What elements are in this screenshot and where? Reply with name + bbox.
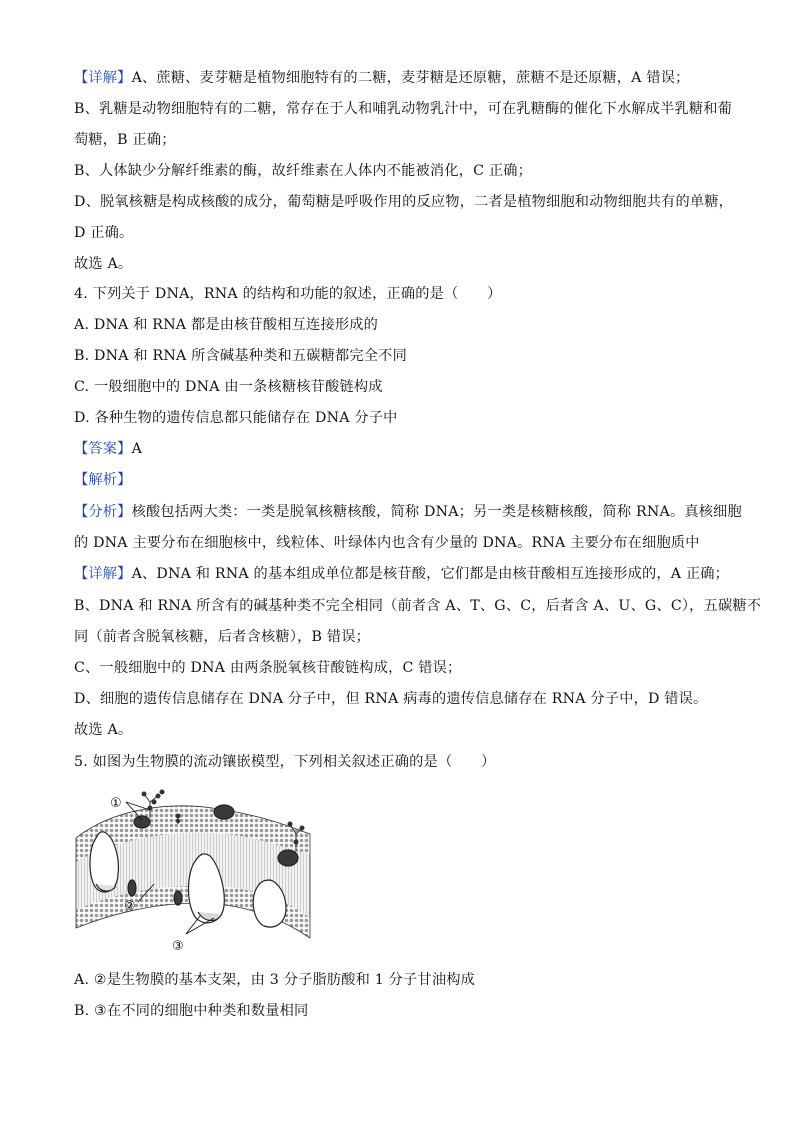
section-tag: 【答案】 [74,441,132,457]
line-text: B、人体缺少分解纤维素的酶，故纤维素在人体内不能被消化，C 正确； [74,163,533,179]
text-line [74,502,742,522]
callout-label-3: ③ [172,939,184,954]
line-text: A. ②是生物膜的基本支架，由 3 分子脂肪酸和 1 分子甘油构成 [74,972,475,988]
text-line [74,315,734,335]
text-line [74,564,734,584]
line-text: D. 各种生物的遗传信息都只能储存在 DNA 分子中 [74,410,398,426]
text-line [74,689,734,709]
line-text: 核酸包括两大类：一类是脱氧核糖核酸，简称 DNA；另一类是核糖核酸，简称 RNA。真核细胞 [131,504,742,520]
text-line [74,627,734,647]
section-tag: 【详解】 [74,70,132,86]
text-line [74,408,734,428]
text-line [74,752,734,772]
text-line [74,284,734,304]
text-line [74,1001,734,1021]
section-tag: 【解析】 [74,472,132,488]
text-line [74,254,734,274]
line-text: A、蔗糖、麦芽糖是植物细胞特有的二糖，麦芽糖是还原糖，蔗糖不是还原糖，A 错误； [131,70,690,86]
line-text: 5. 如图为生物膜的流动镶嵌模型，下列相关叙述正确的是（ ） [74,754,496,770]
line-text: A. DNA 和 RNA 都是由核苷酸相互连接形成的 [74,317,378,333]
text-line [74,439,734,459]
line-text: 4. 下列关于 DNA，RNA 的结构和功能的叙述，正确的是（ ） [74,286,502,302]
text-line [74,130,734,150]
line-text: 的 DNA 主要分布在细胞核中，线粒体、叶绿体内也含有少量的 DNA。RNA 主要分布在细胞质中 [74,535,700,551]
line-text: D 正确。 [74,225,134,241]
line-text: B. DNA 和 RNA 所含碱基种类和五碳糖都完全不同 [74,348,407,364]
text-line [74,720,734,740]
line-text: 故选 A。 [74,722,133,738]
line-text: B、乳糖是动物细胞特有的二糖，常存在于人和哺乳动物乳汁中，可在乳糖酶的催化下水解成半乳糖和葡 [74,101,733,117]
section-tag: 【分析】 [74,504,132,520]
line-text: B、DNA 和 RNA 所含有的碱基种类不完全相同（前者含 A、T、G、C，后者含 A、U、G、C），五碳糖不 [74,598,762,614]
line-text: 故选 A。 [74,256,133,272]
text-line [74,658,734,678]
section-tag: 【详解】 [74,566,132,582]
text-line [74,596,762,616]
callout-label-2: ② [124,899,136,914]
membrane-model-figure [74,788,314,958]
line-text: A [131,441,143,457]
text-line [74,68,734,88]
text-line [74,161,734,181]
text-line [74,470,734,490]
line-text: D、细胞的遗传信息储存在 DNA 分子中，但 RNA 病毒的遗传信息储存在 RNA 分子中，D 错误。 [74,691,708,707]
line-text: C. 一般细胞中的 DNA 由一条核糖核苷酸链构成 [74,379,383,395]
line-text: B. ③在不同的细胞中种类和数量相同 [74,1003,309,1019]
line-text: C、一般细胞中的 DNA 由两条脱氧核苷酸链构成，C 错误； [74,660,462,676]
text-line [74,377,734,397]
text-line [74,533,734,553]
callout-label-1: ① [110,796,122,811]
line-text: A、DNA 和 RNA 的基本组成单位都是核苷酸，它们都是由核苷酸相互连接形成的，A 正确； [131,566,730,582]
line-text: 萄糖，B 正确； [74,132,176,148]
text-line [74,346,734,366]
text-line [74,223,734,243]
line-text: D、脱氧核糖是构成核酸的成分，葡萄糖是呼吸作用的反应物，二者是植物细胞和动物细胞共有的单糖， [74,194,734,210]
text-line [74,99,734,119]
line-text: 同（前者含脱氧核糖，后者含核糖），B 错误； [74,629,370,645]
text-line [74,970,734,990]
fluid-mosaic-diagram [74,788,314,958]
text-line [74,192,734,212]
